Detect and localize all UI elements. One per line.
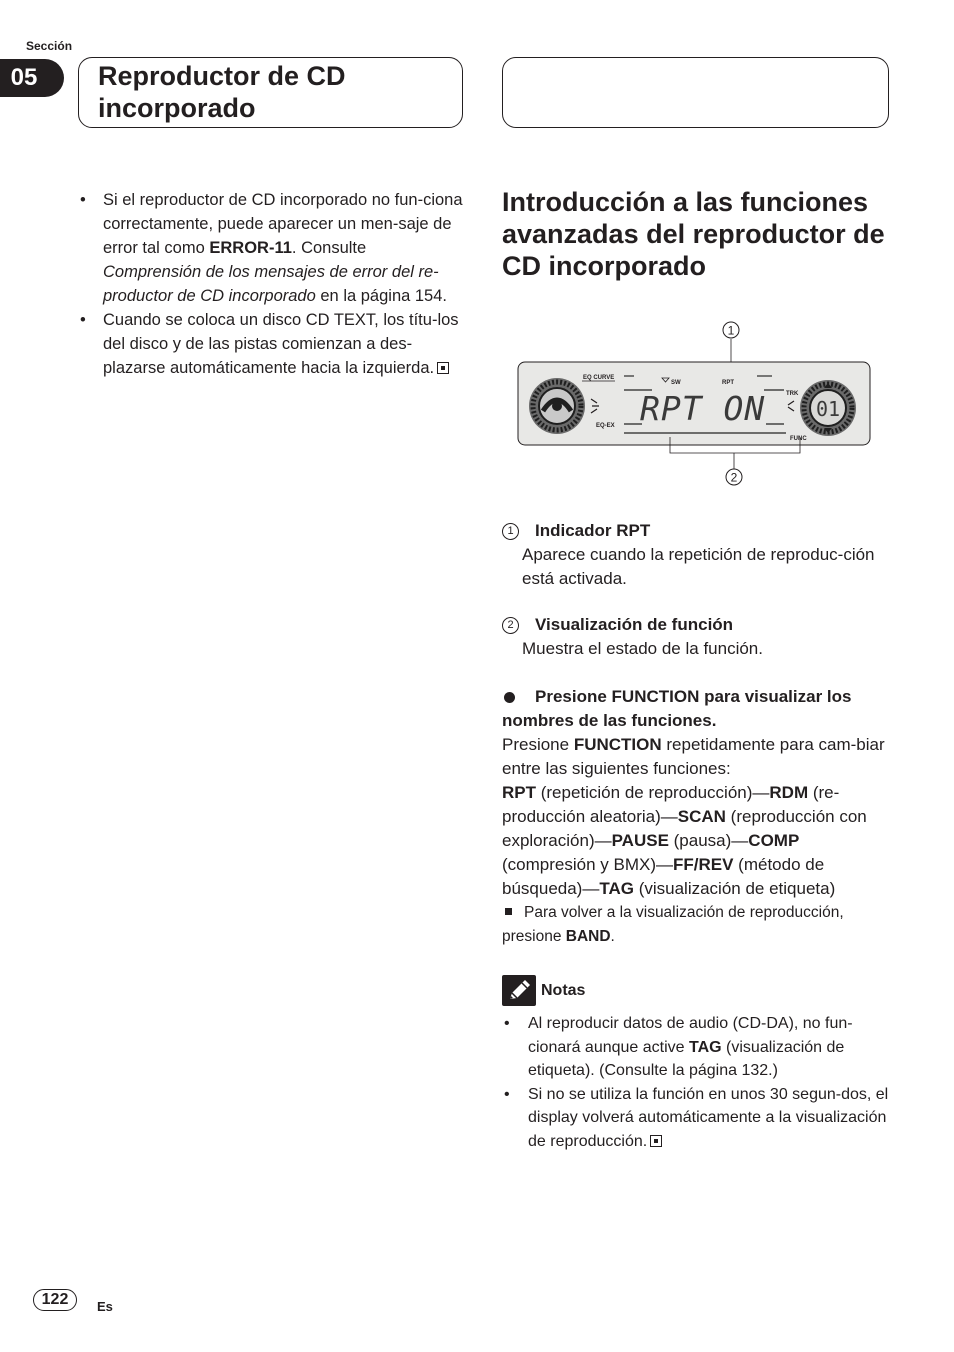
callout-number: 1 [502, 523, 519, 540]
left-dial-icon [529, 378, 585, 434]
list-item: • Si el reproductor de CD incorporado no fun-ciona correctamente, puede aparecer un men-saje de error tal como ERROR-11. Consulte Comprensión de los mensajes de error del re-productor de CD incorporado en la página 154. [78, 188, 463, 308]
callout-description: Muestra el estado de la función. [522, 639, 763, 658]
left-bullet-list [78, 188, 463, 380]
label-rpt: RPT [722, 380, 734, 386]
end-mark-icon [437, 362, 449, 374]
list-item: • Al reproducir datos de audio (CD-DA), no fun-cionará aunque active TAG (visualización de etiqueta). (Consulte la página 132.) [502, 1012, 892, 1083]
bullet-icon: • [80, 191, 86, 209]
callout-1-label: 1 [727, 323, 735, 338]
label-func: FUNC [790, 436, 807, 442]
section-heading: Introducción a las funciones avanzadas del reproductor de CD incorporado [502, 187, 885, 281]
section-number-tab: 05 [0, 59, 64, 97]
notes-label: Notas [541, 981, 586, 999]
notes-header [502, 975, 585, 1006]
language-code: Es [97, 1299, 113, 1314]
square-bullet-icon [505, 908, 512, 915]
pencil-icon [502, 975, 536, 1006]
cd-display-figure [502, 315, 887, 495]
callout-title: Visualización de función [535, 615, 734, 634]
callout-item [502, 519, 892, 591]
display-main-text: RPT ON [640, 389, 766, 428]
callout-2-label: 2 [730, 470, 738, 485]
list-item: • Si no se utiliza la función en unos 30 segun-dos, el display volverá automáticamente a la visualización de reproducción. [502, 1083, 892, 1154]
bullet-icon: • [504, 1085, 510, 1103]
section-label: Sección [26, 39, 73, 53]
callout-number: 2 [502, 617, 519, 634]
cross-reference: Comprensión de los mensajes de error del re-productor de CD incorporado [103, 263, 439, 305]
callout-descriptions [502, 519, 892, 661]
page-number: 122 [33, 1289, 77, 1311]
list-item: • Cuando se coloca un disco CD TEXT, los títu-los del disco y de las pistas comienzan a des-plazarse automáticamente hacia la izquierda. [78, 308, 463, 380]
step-title: Presione FUNCTION para visualizar los nombres de las funciones. [502, 687, 852, 730]
label-eq-ex: EQ-EX [596, 423, 615, 429]
end-mark-icon [650, 1135, 662, 1147]
label-eq-curve: EQ CURVE [583, 375, 615, 381]
notes-list [502, 1012, 892, 1153]
label-trk: TRK [786, 391, 799, 397]
empty-title-frame [502, 57, 889, 128]
step-body: Presione FUNCTION repetidamente para cam-biar entre las siguientes funciones: [502, 735, 885, 778]
bullet-icon: • [80, 311, 86, 329]
function-sequence: RPT (repetición de reproducción)—RDM (re-producción aleatoria)—SCAN (reproducción con exploración)—PAUSE (pausa)—COMP (compresión y BMX)—FF/REV (método de búsqueda)—TAG (visualización de etiqueta) [502, 783, 867, 898]
step-note: Para volver a la visualización de reproducción, presione BAND. [502, 904, 844, 945]
bullet-icon: • [504, 1015, 510, 1032]
callout-description: Aparece cuando la repetición de reproduc-ción está activada. [522, 545, 875, 588]
step-bullet-icon [504, 692, 515, 703]
page-title: Reproductor de CD incorporado [98, 61, 346, 123]
callout-title: Indicador RPT [535, 521, 651, 540]
track-number-display: 01 [815, 397, 841, 421]
instruction-step [502, 685, 894, 949]
callout-item [502, 613, 892, 661]
label-sw: SW [671, 380, 681, 386]
